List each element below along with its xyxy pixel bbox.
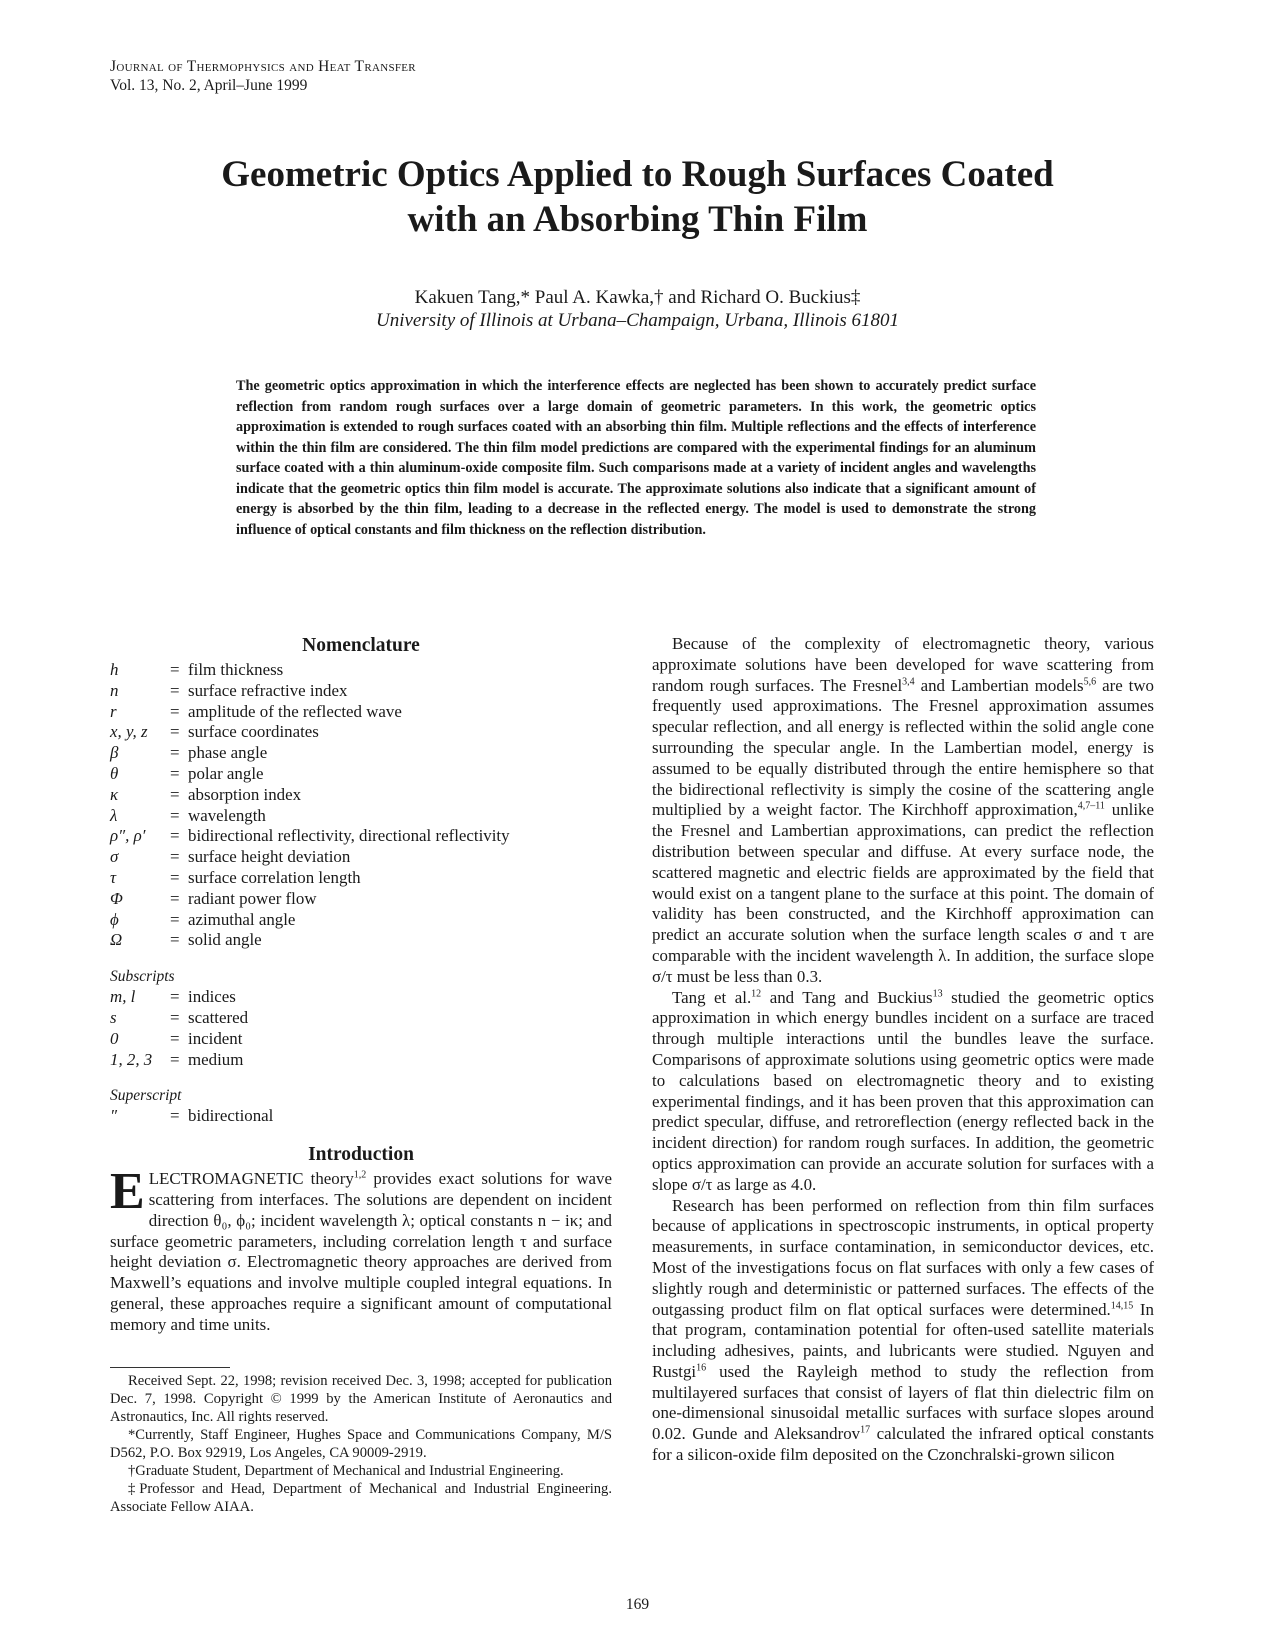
subscripts-heading: Subscripts (110, 968, 175, 986)
nomenclature-symbol: ″ (110, 1106, 118, 1126)
nomenclature-equals: = (170, 1106, 180, 1126)
footnote-1: *Currently, Staff Engineer, Hughes Space and Communications Company, M/S D562, P.O. Box 92919, Los Angeles, CA 90009-2919. (110, 1427, 612, 1461)
nomenclature-symbol: 0 (110, 1028, 119, 1048)
footnote-received: Received Sept. 22, 1998; revision received Dec. 3, 1998; accepted for publication Dec. 7, 1998. Copyright © 1999 by the American Institute of Aeronautics and Astronautics, Inc. All rights reserved. (110, 1373, 612, 1425)
nomenclature-equals: = (170, 888, 180, 908)
rp2-ref1: 12 (751, 987, 762, 999)
nomenclature-symbol: κ (110, 784, 119, 804)
nomenclature-definition: surface height deviation (188, 847, 351, 867)
nomenclature-equals: = (170, 660, 180, 679)
nomenclature-equals: = (170, 867, 180, 887)
nomenclature-row (110, 660, 612, 681)
nomenclature-equals: = (170, 826, 180, 846)
nomenclature-symbol: σ (110, 847, 119, 867)
right-paragraph-1 (652, 634, 1154, 988)
nomenclature-row (110, 930, 612, 951)
nomenclature-row (110, 826, 612, 847)
nomenclature-row (110, 785, 612, 806)
nomenclature-definition: amplitude of the reflected wave (188, 701, 402, 721)
nomenclature-symbol: λ (110, 805, 118, 825)
nomenclature-symbol: x, y, z (110, 722, 148, 742)
subscripts-list (110, 987, 612, 1070)
nomenclature-symbol: Φ (110, 888, 123, 908)
nomenclature-symbol: 1, 2, 3 (110, 1049, 153, 1069)
rp3-ref2: 16 (696, 1362, 707, 1374)
nomenclature-definition: surface correlation length (188, 867, 361, 887)
rp2-a: Tang et al. (672, 987, 752, 1007)
rp3-ref1: 14,15 (1110, 1299, 1134, 1311)
nomenclature-row (110, 1106, 612, 1127)
right-column (652, 634, 1154, 1466)
rp1-c: are two frequently used approximations. The Fresnel approximation assumes specular reflection, and all energy is reflected within the solid angle cone surrounding the specular angle. In the Lambertian model, energy is assumed to be equally distributed through the entire hemisphere so that the bidirectional reflectivity is simply the cosine of the scattering angle multiplied by a weight factor. The Kirchhoff approximation, (652, 675, 1154, 820)
nomenclature-definition: wavelength (188, 805, 266, 825)
nomenclature-row (110, 1050, 612, 1071)
nomenclature-equals: = (170, 805, 180, 825)
superscript-list (110, 1106, 612, 1127)
nomenclature-definition: scattered (188, 1007, 249, 1027)
nomenclature-definition: surface coordinates (188, 722, 319, 742)
nomenclature-definition: bidirectional (188, 1106, 274, 1126)
nomenclature-row (110, 1008, 612, 1029)
nomenclature-equals: = (170, 680, 180, 700)
nomenclature-list (110, 660, 612, 951)
nomenclature-equals: = (170, 722, 180, 742)
page-number: 169 (625, 1596, 650, 1613)
dropcap: E (110, 1163, 145, 1221)
nomenclature-symbol: ρ″, ρ′ (110, 826, 146, 846)
volume-line: Vol. 13, No. 2, April–June 1999 (110, 77, 308, 94)
nomenclature-equals: = (170, 1049, 180, 1069)
nomenclature-row (110, 764, 612, 785)
nomenclature-row (110, 806, 612, 827)
nomenclature-definition: absorption index (188, 784, 302, 804)
rp2-ref2: 13 (932, 987, 943, 999)
nomenclature-equals: = (170, 930, 180, 950)
nomenclature-row (110, 722, 612, 743)
rp3-ref3: 17 (860, 1424, 871, 1436)
footnotes (110, 1367, 612, 1516)
nomenclature-equals: = (170, 847, 180, 867)
nomenclature-symbol: h (110, 660, 119, 679)
nomenclature-definition: medium (188, 1049, 244, 1069)
rp1-ref1: 3,4 (902, 675, 915, 687)
nomenclature-symbol: β (110, 743, 119, 763)
nomenclature-symbol: θ (110, 763, 119, 783)
nomenclature-definition: azimuthal angle (188, 909, 296, 929)
rp1-ref2: 5,6 (1083, 675, 1097, 687)
rp1-a: Because of the complexity of electromagnetic theory, various approximate solutions have been developed for wave scattering from random rough surfaces. The Fresnel (652, 634, 1154, 695)
rp3-a: Research has been performed on reflection from thin film surfaces because of applications in spectroscopic instruments, in optical property measurements, in surface contamination, in semiconductor devices, etc. Most of the investigations focus on flat surfaces with only a few cases of slightly rough and deterministic or patterned surfaces. The effects of the outgassing product film on flat optical surfaces were determined. (652, 1195, 1154, 1319)
authors: Kakuen Tang,* Paul A. Kawka,† and Richard O. Buckius‡ (414, 287, 861, 308)
journal-header (110, 57, 416, 95)
intro-text-b: provides exact solutions for wave scattering from interfaces. The solutions are dependent on incident direction θ₀, ϕ₀; incident wavelength λ; optical constants n − iκ; and surface geometric parameters, including correlation length τ and surface height deviation σ. Electromagnetic theory approaches are derived from Maxwell’s equations and involve multiple coupled integral equations. In general, these approaches require a significant amount of computational memory and time units. (110, 1169, 612, 1334)
abstract (236, 376, 1036, 540)
nomenclature-equals: = (170, 909, 180, 929)
footnote-rule (110, 1367, 230, 1368)
nomenclature-row (110, 743, 612, 764)
nomenclature-row (110, 1029, 612, 1050)
nomenclature-equals: = (170, 701, 180, 721)
introduction-paragraph (110, 1163, 612, 1335)
nomenclature-row (110, 847, 612, 868)
nomenclature-symbol: τ (110, 867, 117, 887)
rp3-d: calculated the infrared optical constants for a silicon-oxide film deposited on the Czonchralski-grown silicon (652, 1424, 1154, 1465)
nomenclature-row (110, 987, 612, 1008)
journal-name: Journal of Thermophysics and Heat Transfer (110, 58, 416, 75)
right-paragraph-2 (652, 988, 1154, 1196)
title-line-1: Geometric Optics Applied to Rough Surfaces Coated (221, 154, 1054, 195)
nomenclature-definition: polar angle (188, 763, 264, 783)
nomenclature-equals: = (170, 1007, 180, 1027)
nomenclature-equals: = (170, 784, 180, 804)
rp1-ref3: 4,7–11 (1077, 800, 1105, 812)
nomenclature-definition: surface refractive index (188, 680, 348, 700)
nomenclature-row (110, 681, 612, 702)
rp1-b: and Lambertian models (914, 675, 1084, 695)
nomenclature-symbol: s (110, 1007, 117, 1027)
rp2-c: studied the geometric optics approximation in which energy bundles incident on a surface are traced through multiple interactions until the bundles leave the surface. Comparisons of approximate solutions using geometric optics were made to calculations based on electromagnetic theory and to existing experimental findings, and it has been proven that this approximation can predict specular, diffuse, and retroreflection (energy reflected back in the incident direction) for random rough surfaces. In addition, the geometric optics approximation can provide an accurate solution for surfaces with a slope σ/τ as large as 4.0. (652, 987, 1154, 1194)
title-line-2: with an Absorbing Thin Film (407, 199, 868, 240)
nomenclature-symbol: n (110, 680, 119, 700)
nomenclature-symbol: Ω (110, 930, 123, 950)
nomenclature-definition: bidirectional reflectivity, directional reflectivity (188, 826, 510, 846)
nomenclature-equals: = (170, 1028, 180, 1048)
paper-title (0, 152, 1275, 242)
nomenclature-row (110, 910, 612, 931)
nomenclature-definition: solid angle (188, 930, 262, 950)
introduction-heading: Introduction (308, 1144, 414, 1166)
rp3-b: In that program, contamination potential for often-used satellite materials including adhesives, paints, and lubricants were studied. Nguyen and Rustgi (652, 1299, 1154, 1381)
nomenclature-definition: incident (188, 1028, 243, 1048)
nomenclature-definition: radiant power flow (188, 888, 317, 908)
nomenclature-definition: indices (188, 987, 236, 1007)
rp1-d: unlike the Fresnel and Lambertian approximations, can predict the reflection distribution between specular and diffuse. At every surface node, the scattered magnetic and electric fields are approximated by the field that would exist on a tangent plane to the surface at this point. The domain of validity has been constructed, and the Kirchhoff approximation can predict an accurate solution when the surface length scales σ and τ are comparable with the incident wavelength λ. In addition, the surface slope σ/τ must be less than 0.3. (652, 800, 1154, 986)
nomenclature-symbol: ϕ (110, 909, 119, 929)
nomenclature-heading: Nomenclature (302, 635, 420, 656)
left-column (110, 634, 612, 1336)
right-paragraph-3 (652, 1196, 1154, 1466)
nomenclature-equals: = (170, 743, 180, 763)
rp2-b: and Tang and Buckius (761, 987, 933, 1007)
superscript-heading: Superscript (110, 1087, 182, 1105)
intro-text-a: LECTROMAGNETIC theory (148, 1169, 354, 1189)
nomenclature-definition: film thickness (188, 660, 284, 679)
affiliation: University of Illinois at Urbana–Champaign, Urbana, Illinois 61801 (375, 310, 900, 331)
nomenclature-definition: phase angle (188, 743, 268, 763)
abstract-text: The geometric optics approximation in which the interference effects are neglected has been shown to accurately predict surface reflection from random rough surfaces over a large domain of geometric parameters. In this work, the geometric optics approximation is extended to rough surfaces coated with an absorbing thin film. Multiple reflections and the effects of interference within the thin film are considered. The thin film model predictions are compared with the experimental findings for an aluminum surface coated with a thin aluminum-oxide composite film. Such comparisons made at a variety of incident angles and wavelengths indicate that the geometric optics thin film model is accurate. The approximate solutions also indicate that a significant amount of energy is absorbed by the thin film, leading to a decrease in the reflected energy. The model is used to demonstrate the strong influence of optical constants and film thickness on the reflection distribution. (236, 378, 1036, 538)
intro-ref: 1,2 (353, 1169, 367, 1181)
nomenclature-symbol: r (110, 701, 117, 721)
nomenclature-row (110, 702, 612, 723)
rp3-c: used the Rayleigh method to study the reflection from multilayered surfaces that consist of layers of flat thin dielectric film on one-dimensional sinusoidal metallic surfaces with surface slopes around 0.02. Gunde and Aleksandrov (652, 1361, 1154, 1444)
nomenclature-equals: = (170, 987, 180, 1007)
footnote-3: ‡Professor and Head, Department of Mechanical and Industrial Engineering. Associate Fellow AIAA. (110, 1481, 612, 1515)
nomenclature-row (110, 868, 612, 889)
footnote-2: †Graduate Student, Department of Mechanical and Industrial Engineering. (128, 1463, 564, 1479)
nomenclature-symbol: m, l (110, 987, 136, 1007)
nomenclature-row (110, 889, 612, 910)
nomenclature-equals: = (170, 763, 180, 783)
